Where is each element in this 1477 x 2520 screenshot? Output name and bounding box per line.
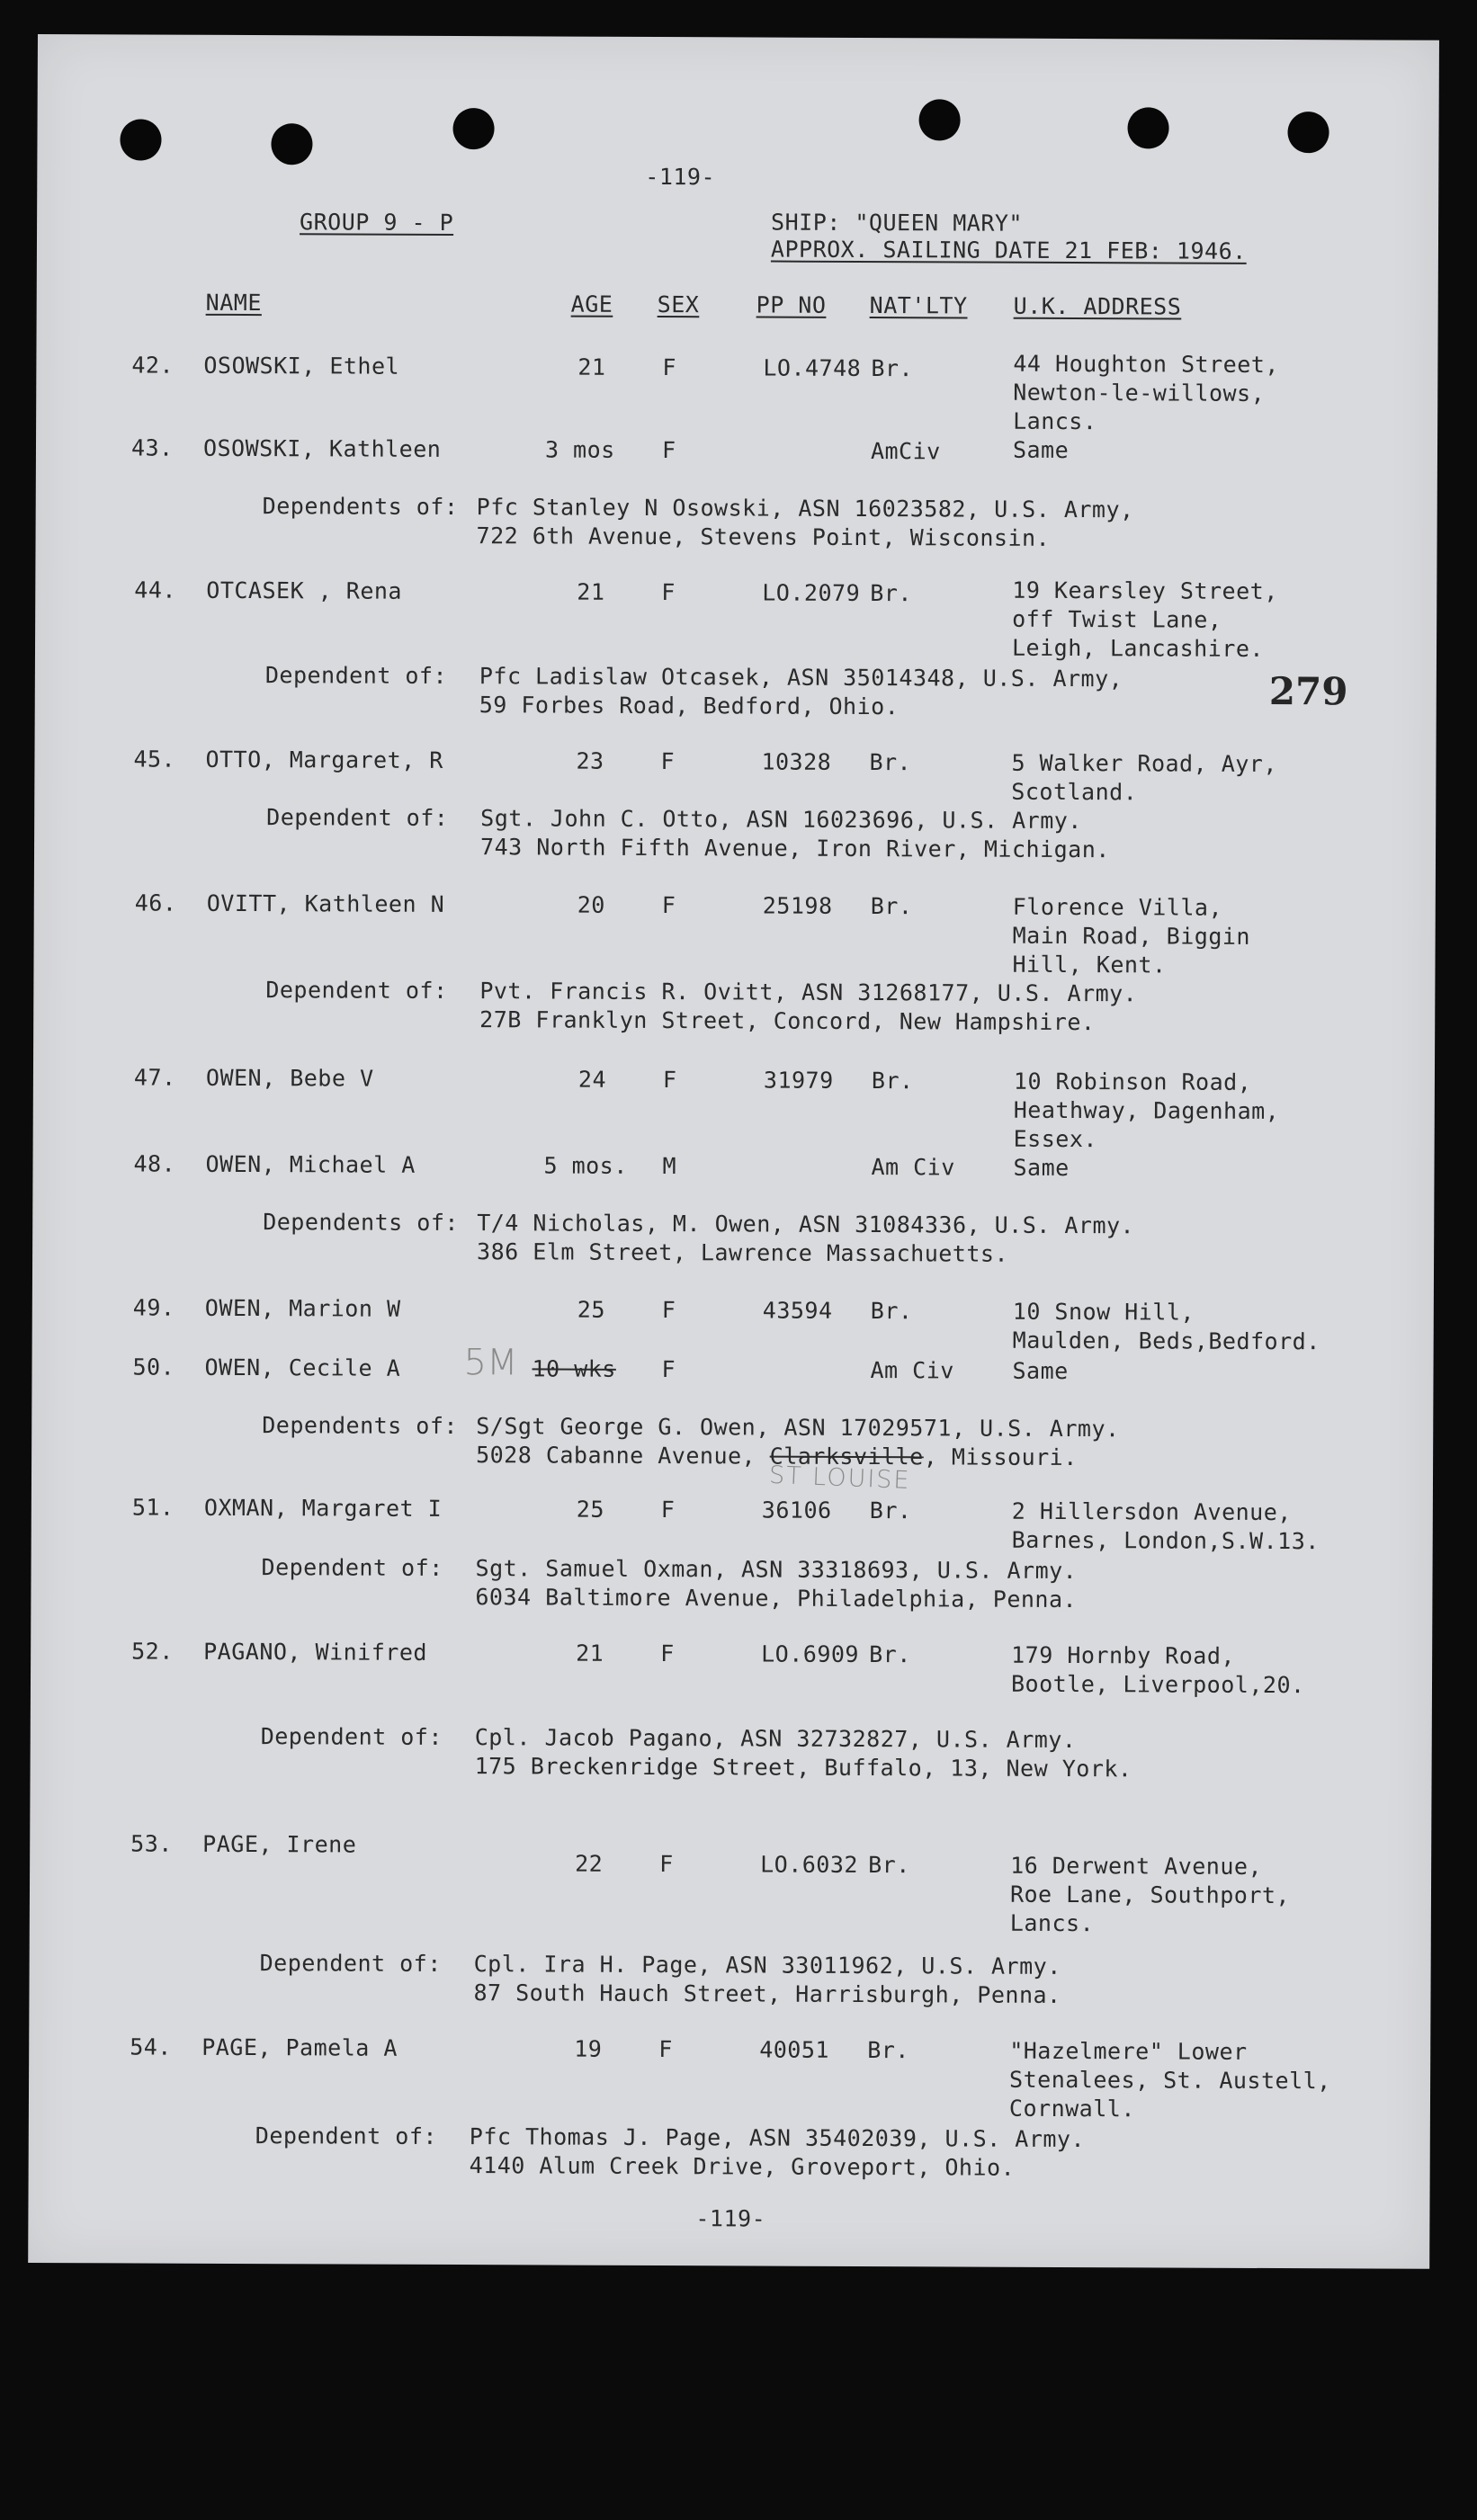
sponsor-line: Pfc Stanley N Osowski, ASN 16023582, U.S. Army, bbox=[476, 494, 1134, 523]
sponsor-line: Sgt. John C. Otto, ASN 16023696, U.S. Army. bbox=[480, 805, 1082, 835]
punch-hole bbox=[271, 123, 312, 165]
entry-number: 42. bbox=[131, 352, 175, 379]
sponsor-address: 59 Forbes Road, Bedford, Ohio. bbox=[479, 692, 900, 720]
entry-passport: 36106 bbox=[761, 1497, 832, 1524]
entry-nationality: Br. bbox=[868, 1852, 910, 1879]
entry-sex: F bbox=[660, 1497, 676, 1524]
punch-hole bbox=[1127, 107, 1168, 148]
entry-address-line: Same bbox=[1012, 436, 1070, 464]
entry-name: OWEN, Cecile A bbox=[204, 1354, 401, 1381]
entry-sex: F bbox=[662, 354, 677, 381]
entry-name: OTTO, Margaret, R bbox=[205, 746, 443, 773]
entry-age: 5 mos. bbox=[543, 1152, 628, 1179]
entry-nationality: Br. bbox=[867, 2037, 909, 2064]
entry-passport: LO.2079 bbox=[762, 579, 861, 606]
punch-hole bbox=[1287, 112, 1329, 153]
entry-age: 20 bbox=[577, 891, 605, 918]
entry-passport: 40051 bbox=[759, 2036, 830, 2063]
dependent-label: Dependent of: bbox=[266, 804, 449, 831]
dependent-label: Dependent of: bbox=[255, 2122, 438, 2149]
entry-number: 46. bbox=[134, 889, 177, 916]
entry-address-line: Same bbox=[1013, 1154, 1070, 1182]
entry-age-struck: 10 wks bbox=[532, 1355, 616, 1382]
entry-nationality: Br. bbox=[870, 893, 913, 920]
entry-name: OVITT, Kathleen N bbox=[206, 889, 445, 917]
entry-address-line: Leigh, Lancashire. bbox=[1011, 634, 1265, 662]
entry-address-line: Heathway, Dagenham, bbox=[1013, 1096, 1280, 1125]
dependent-label: Dependent of: bbox=[259, 1950, 442, 1977]
dependent-label: Dependent of: bbox=[264, 662, 448, 689]
sponsor-address-end: , Missouri. bbox=[923, 1443, 1078, 1471]
entry-name: OWEN, Marion W bbox=[204, 1294, 401, 1322]
entry-nationality: AmCiv bbox=[870, 438, 941, 465]
entry-age: 21 bbox=[576, 1640, 604, 1667]
entry-sex: F bbox=[661, 892, 676, 919]
entry-address-line: Roe Lane, Southport, bbox=[1009, 1881, 1291, 1909]
entry-passport: 25198 bbox=[762, 892, 833, 919]
entry-sex: F bbox=[658, 2036, 673, 2063]
page-stamp-number: 279 bbox=[1268, 668, 1348, 714]
punch-hole bbox=[452, 108, 494, 149]
entry-nationality: Br. bbox=[871, 1068, 914, 1095]
entry-sex: F bbox=[661, 579, 676, 606]
entry-address-line: 2 Hillersdon Avenue, bbox=[1011, 1497, 1292, 1526]
entry-address-line: 5 Walker Road, Ayr, bbox=[1011, 749, 1278, 778]
sponsor-line: Pfc Thomas J. Page, ASN 35402039, U.S. Army. bbox=[469, 2123, 1086, 2153]
entry-address-line: Essex. bbox=[1013, 1125, 1098, 1153]
column-header-address: U.K. ADDRESS bbox=[1013, 292, 1182, 320]
dependent-label: Dependents of: bbox=[262, 1412, 459, 1440]
entry-address-line: Cornwall. bbox=[1008, 2095, 1135, 2122]
group-label: GROUP 9 - P bbox=[300, 209, 454, 237]
entry-nationality: Br. bbox=[869, 1497, 912, 1524]
sponsor-address: 386 Elm Street, Lawrence Massachuetts. bbox=[477, 1238, 1009, 1267]
entry-address-line: Hill, Kent. bbox=[1012, 951, 1167, 979]
entry-name: PAGE, Irene bbox=[202, 1830, 357, 1858]
entry-nationality: Br. bbox=[869, 1641, 911, 1668]
entry-age: 3 mos bbox=[544, 436, 615, 463]
entry-name: OXMAN, Margaret I bbox=[203, 1494, 443, 1522]
entry-number: 52. bbox=[131, 1638, 174, 1665]
entry-address-line: 19 Kearsley Street, bbox=[1012, 576, 1278, 605]
entry-address-line: 179 Hornby Road, bbox=[1011, 1641, 1236, 1669]
sailing-date-line: APPROX. SAILING DATE 21 FEB: 1946. bbox=[770, 236, 1247, 264]
entry-name: OTCASEK , Rena bbox=[206, 576, 403, 604]
entry-sex: M bbox=[662, 1153, 677, 1180]
entry-nationality: Am Civ bbox=[871, 1154, 955, 1181]
handwritten-age: 5M bbox=[463, 1342, 518, 1384]
entry-nationality: Br. bbox=[869, 749, 912, 776]
entry-sex: F bbox=[661, 1356, 676, 1383]
sponsor-line: T/4 Nicholas, M. Owen, ASN 31084336, U.S. Army. bbox=[477, 1210, 1135, 1239]
entry-sex: F bbox=[660, 748, 676, 775]
sponsor-line: Pvt. Francis R. Ovitt, ASN 31268177, U.S. Army. bbox=[479, 978, 1138, 1007]
sponsor-address: 743 North Fifth Avenue, Iron River, Michigan. bbox=[479, 834, 1110, 863]
column-header-age: AGE bbox=[570, 290, 613, 317]
entry-address-line: Florence Villa, bbox=[1012, 893, 1223, 921]
dependent-label: Dependents of: bbox=[262, 493, 459, 521]
page-number-top: -119- bbox=[645, 163, 716, 191]
sponsor-line: S/Sgt George G. Owen, ASN 17029571, U.S. Army. bbox=[476, 1413, 1120, 1443]
entry-name: PAGE, Pamela A bbox=[201, 2033, 398, 2061]
entry-number: 54. bbox=[130, 2033, 172, 2060]
entry-number: 50. bbox=[132, 1354, 175, 1381]
sponsor-line: Sgt. Samuel Oxman, ASN 33318693, U.S. Army. bbox=[475, 1555, 1078, 1585]
entry-number: 47. bbox=[133, 1064, 176, 1091]
entry-name: OWEN, Michael A bbox=[205, 1150, 416, 1178]
entry-number: 43. bbox=[130, 434, 174, 461]
entry-number: 53. bbox=[130, 1830, 173, 1857]
column-header-pp-no: PP NO bbox=[756, 291, 827, 318]
dependent-label: Dependent of: bbox=[260, 1723, 443, 1750]
entry-age: 21 bbox=[577, 578, 605, 605]
entry-sex: F bbox=[660, 1640, 675, 1667]
entry-nationality: Br. bbox=[870, 1298, 913, 1325]
entry-address-line: 10 Robinson Road, bbox=[1013, 1068, 1252, 1095]
entry-number: 44. bbox=[134, 576, 177, 603]
sponsor-address: 175 Breckenridge Street, Buffalo, 13, New York. bbox=[474, 1753, 1132, 1783]
entry-sex: F bbox=[662, 1067, 677, 1094]
entry-passport: 31979 bbox=[763, 1067, 834, 1094]
entry-address-line: Barnes, London,S.W.13. bbox=[1011, 1526, 1320, 1555]
entry-passport: 10328 bbox=[761, 748, 832, 775]
entry-nationality: Am Civ bbox=[870, 1357, 954, 1384]
punch-hole bbox=[120, 119, 161, 160]
manifest-page bbox=[28, 34, 1439, 2269]
entry-number: 45. bbox=[133, 746, 176, 773]
entry-age: 25 bbox=[576, 1496, 605, 1523]
entry-age: 25 bbox=[577, 1296, 605, 1323]
entry-name: OWEN, Bebe V bbox=[205, 1064, 374, 1092]
entry-name: PAGANO, Winifred bbox=[203, 1638, 428, 1666]
sponsor-address: 87 South Hauch Street, Harrisburgh, Penna. bbox=[473, 1979, 1061, 2008]
page-number-bottom: -119- bbox=[695, 2205, 766, 2232]
handwritten-correction: ST LOUISE bbox=[768, 1461, 912, 1495]
entry-sex: F bbox=[661, 1297, 676, 1324]
entry-age: 21 bbox=[577, 353, 606, 380]
struck-city: Clarksville bbox=[769, 1443, 924, 1470]
entry-address-line: 10 Snow Hill, bbox=[1012, 1298, 1195, 1326]
entry-address-line: Newton-le-willows, bbox=[1013, 379, 1266, 407]
entry-address-line: Main Road, Biggin bbox=[1012, 922, 1251, 950]
sponsor-address: 722 6th Avenue, Stevens Point, Wisconsin. bbox=[476, 523, 1051, 551]
entry-number: 49. bbox=[132, 1294, 175, 1321]
dependent-label: Dependent of: bbox=[265, 977, 448, 1004]
punch-hole bbox=[918, 99, 960, 140]
entry-address-line: Lancs. bbox=[1013, 407, 1097, 435]
dependent-label: Dependent of: bbox=[261, 1554, 443, 1581]
column-header-sex: SEX bbox=[657, 291, 700, 318]
entry-age: 22 bbox=[575, 1850, 604, 1877]
sponsor-address-start: 5028 Cabanne Avenue, bbox=[476, 1442, 770, 1470]
entry-address-line: 16 Derwent Avenue, bbox=[1010, 1852, 1263, 1880]
entry-number: 48. bbox=[133, 1150, 176, 1177]
column-header-name: NAME bbox=[205, 289, 262, 317]
entry-name: OSOWSKI, Ethel bbox=[203, 352, 400, 380]
entry-address-line: Maulden, Beds,Bedford. bbox=[1012, 1327, 1320, 1355]
ship-line: SHIP: "QUEEN MARY" bbox=[771, 209, 1024, 237]
entry-number: 51. bbox=[131, 1494, 175, 1521]
entry-age: 24 bbox=[577, 1066, 607, 1093]
sponsor-address: 4140 Alum Creek Drive, Groveport, Ohio. bbox=[469, 2152, 1016, 2181]
entry-age: 23 bbox=[576, 747, 604, 774]
entry-address-line: Stenalees, St. Austell, bbox=[1009, 2066, 1331, 2095]
entry-address-line: Lancs. bbox=[1009, 1909, 1095, 1937]
entry-passport: LO.6032 bbox=[760, 1851, 859, 1878]
dependent-label: Dependents of: bbox=[263, 1209, 460, 1237]
entry-sex: F bbox=[661, 437, 676, 464]
sponsor-line: Pfc Ladislaw Otcasek, ASN 35014348, U.S. Army, bbox=[479, 663, 1123, 693]
sponsor-line: Cpl. Jacob Pagano, ASN 32732827, U.S. Army. bbox=[474, 1724, 1077, 1754]
entry-passport: LO.4748 bbox=[763, 354, 862, 381]
sponsor-line: Cpl. Ira H. Page, ASN 33011962, U.S. Army. bbox=[473, 1951, 1061, 1979]
entry-address-line: off Twist Lane, bbox=[1012, 605, 1222, 633]
entry-passport: 43594 bbox=[762, 1297, 833, 1324]
entry-address-line: Bootle, Liverpool,20. bbox=[1010, 1670, 1305, 1699]
entry-passport: LO.6909 bbox=[761, 1640, 860, 1668]
sponsor-address: 27B Franklyn Street, Concord, New Hampshire. bbox=[479, 1006, 1096, 1036]
entry-nationality: Br. bbox=[871, 355, 914, 382]
entry-nationality: Br. bbox=[870, 580, 913, 607]
sponsor-address: 6034 Baltimore Avenue, Philadelphia, Penna. bbox=[475, 1584, 1078, 1613]
entry-name: OSOWSKI, Kathleen bbox=[202, 434, 442, 462]
entry-address-line: Same bbox=[1012, 1357, 1069, 1385]
column-header-nationality: NAT'LTY bbox=[869, 292, 968, 319]
entry-address-line: Scotland. bbox=[1011, 778, 1138, 806]
entry-age: 19 bbox=[574, 2035, 603, 2062]
entry-address-line: "Hazelmere" Lower bbox=[1009, 2037, 1248, 2065]
entry-address-line: 44 Houghton Street, bbox=[1013, 350, 1279, 379]
entry-sex: F bbox=[659, 1851, 674, 1878]
